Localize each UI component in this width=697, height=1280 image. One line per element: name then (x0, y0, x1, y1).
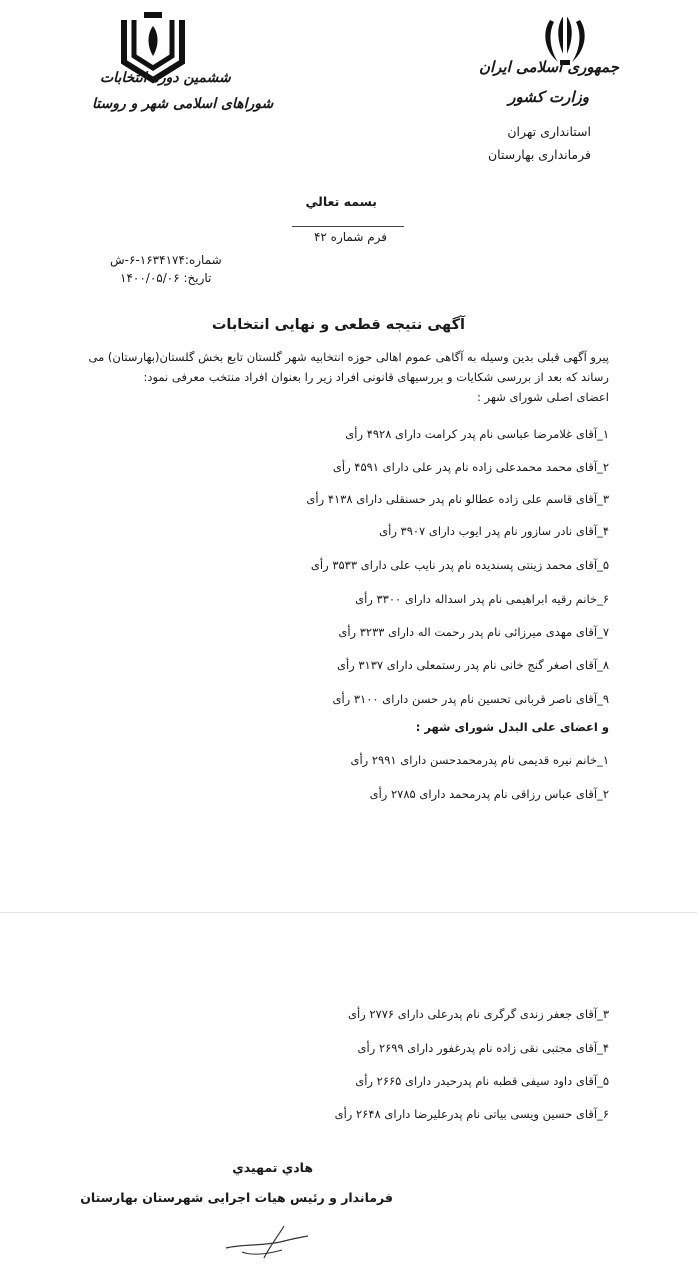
main-member-3: ۳_آقای قاسم علی زاده عطالو نام پدر حسنقلی دارای ۴۱۳۸ رأی (306, 492, 609, 506)
alt-member-5: ۵_آقای داود سیفی قطبه نام پدرحیدر دارای ۲۶۶۵ رأی (355, 1074, 609, 1088)
form-number: فرم شماره ۴۲ (313, 230, 387, 244)
province-office: استانداری تهران (507, 124, 591, 139)
main-member-2: ۲_آقای محمد محمدعلی زاده نام پدر علی دارای ۴۵۹۱ رأی (332, 460, 609, 474)
header-right-line1: جمهوری اسلامی ایران (478, 58, 619, 76)
signature-icon (222, 1222, 312, 1262)
signer-position: فرماندار و رئیس هیات اجرایی شهرستان بهارستان (80, 1190, 393, 1205)
header-left-line2: شوراهای اسلامی شهر و روستا (92, 96, 274, 112)
alt-member-1: ۱_خانم نیره قدیمی نام پدرمحمدحسن دارای ۲۹۹۱ رأی (350, 753, 609, 767)
main-member-1: ۱_آقای غلامرضا عباسی نام پدر کرامت دارای ۴۹۲۸ رأی (345, 427, 609, 441)
main-members-heading: اعضای اصلی شورای شهر : (477, 390, 609, 404)
alt-member-6: ۶_آقای حسین ویسی بیاتی نام پدرعلیرضا دارای ۲۶۴۸ رأی (334, 1107, 609, 1121)
signer-name: هادي تمهيدي (232, 1160, 313, 1175)
main-member-9: ۹_آقای ناصر قربانی تحسین نام پدر حسن دارای ۳۱۰۰ رأی (332, 692, 609, 706)
main-member-7: ۷_آقای مهدی میرزائی نام پدر رحمت اله دارای ۳۲۳۳ رأی (338, 625, 609, 639)
doc-date: تاریخ: ۱۴۰۰/۰۵/۰۶ (120, 271, 212, 285)
bismillah: بسمه تعالي (305, 194, 377, 209)
notice-paragraph-line2: رساند که بعد از بررسی شکایات و بررسیهای قانونی افراد زیر را بعنوان افراد منتخب معرفی نمود: (143, 370, 609, 384)
notice-paragraph-line1: پیرو آگهی قبلی بدین وسیله به آگاهی عموم اهالی حوزه انتخابیه شهر گلستان تابع بخش گلستان(بهارستان) می (88, 350, 609, 364)
alt-member-4: ۴_آقای مجتبی نقی زاده نام پدرغفور دارای ۲۶۹۹ رأی (357, 1041, 609, 1055)
header-right-line2: وزارت کشور (508, 88, 589, 106)
divider-line (292, 226, 404, 227)
notice-title: آگهی نتیجه قطعی و نهایی انتخابات (211, 317, 465, 333)
main-member-4: ۴_آقای نادر سازور نام پدر ایوب دارای ۳۹۰۷ رأی (379, 524, 609, 538)
doc-number: شماره:۱۶۳۴۱۷۴-۶-ش (110, 253, 222, 267)
main-member-6: ۶_خانم رقیه ابراهیمی نام پدر اسداله دارای ۳۳۰۰ رأی (355, 592, 609, 606)
page-break (0, 912, 697, 981)
county-office: فرمانداری بهارستان (487, 147, 591, 162)
main-member-5: ۵_آقای محمد زینتی پسندیده نام پدر نایب علی دارای ۳۵۳۳ رأی (310, 558, 609, 572)
alt-member-3: ۳_آقای جعفر زندی گرگری نام پدرعلی دارای ۲۷۷۶ رأی (347, 1007, 609, 1021)
header-left-line1: ششمین دوره انتخابات (100, 70, 231, 86)
main-member-8: ۸_آقای اصغر گنج خانی نام پدر رستمعلی دارای ۳۱۳۷ رأی (336, 658, 609, 672)
alternate-members-heading: و اعضای علی البدل شورای شهر : (415, 720, 609, 734)
alt-member-2: ۲_آقای عباس رزاقی نام پدرمحمد دارای ۲۷۸۵ رأی (369, 787, 609, 801)
